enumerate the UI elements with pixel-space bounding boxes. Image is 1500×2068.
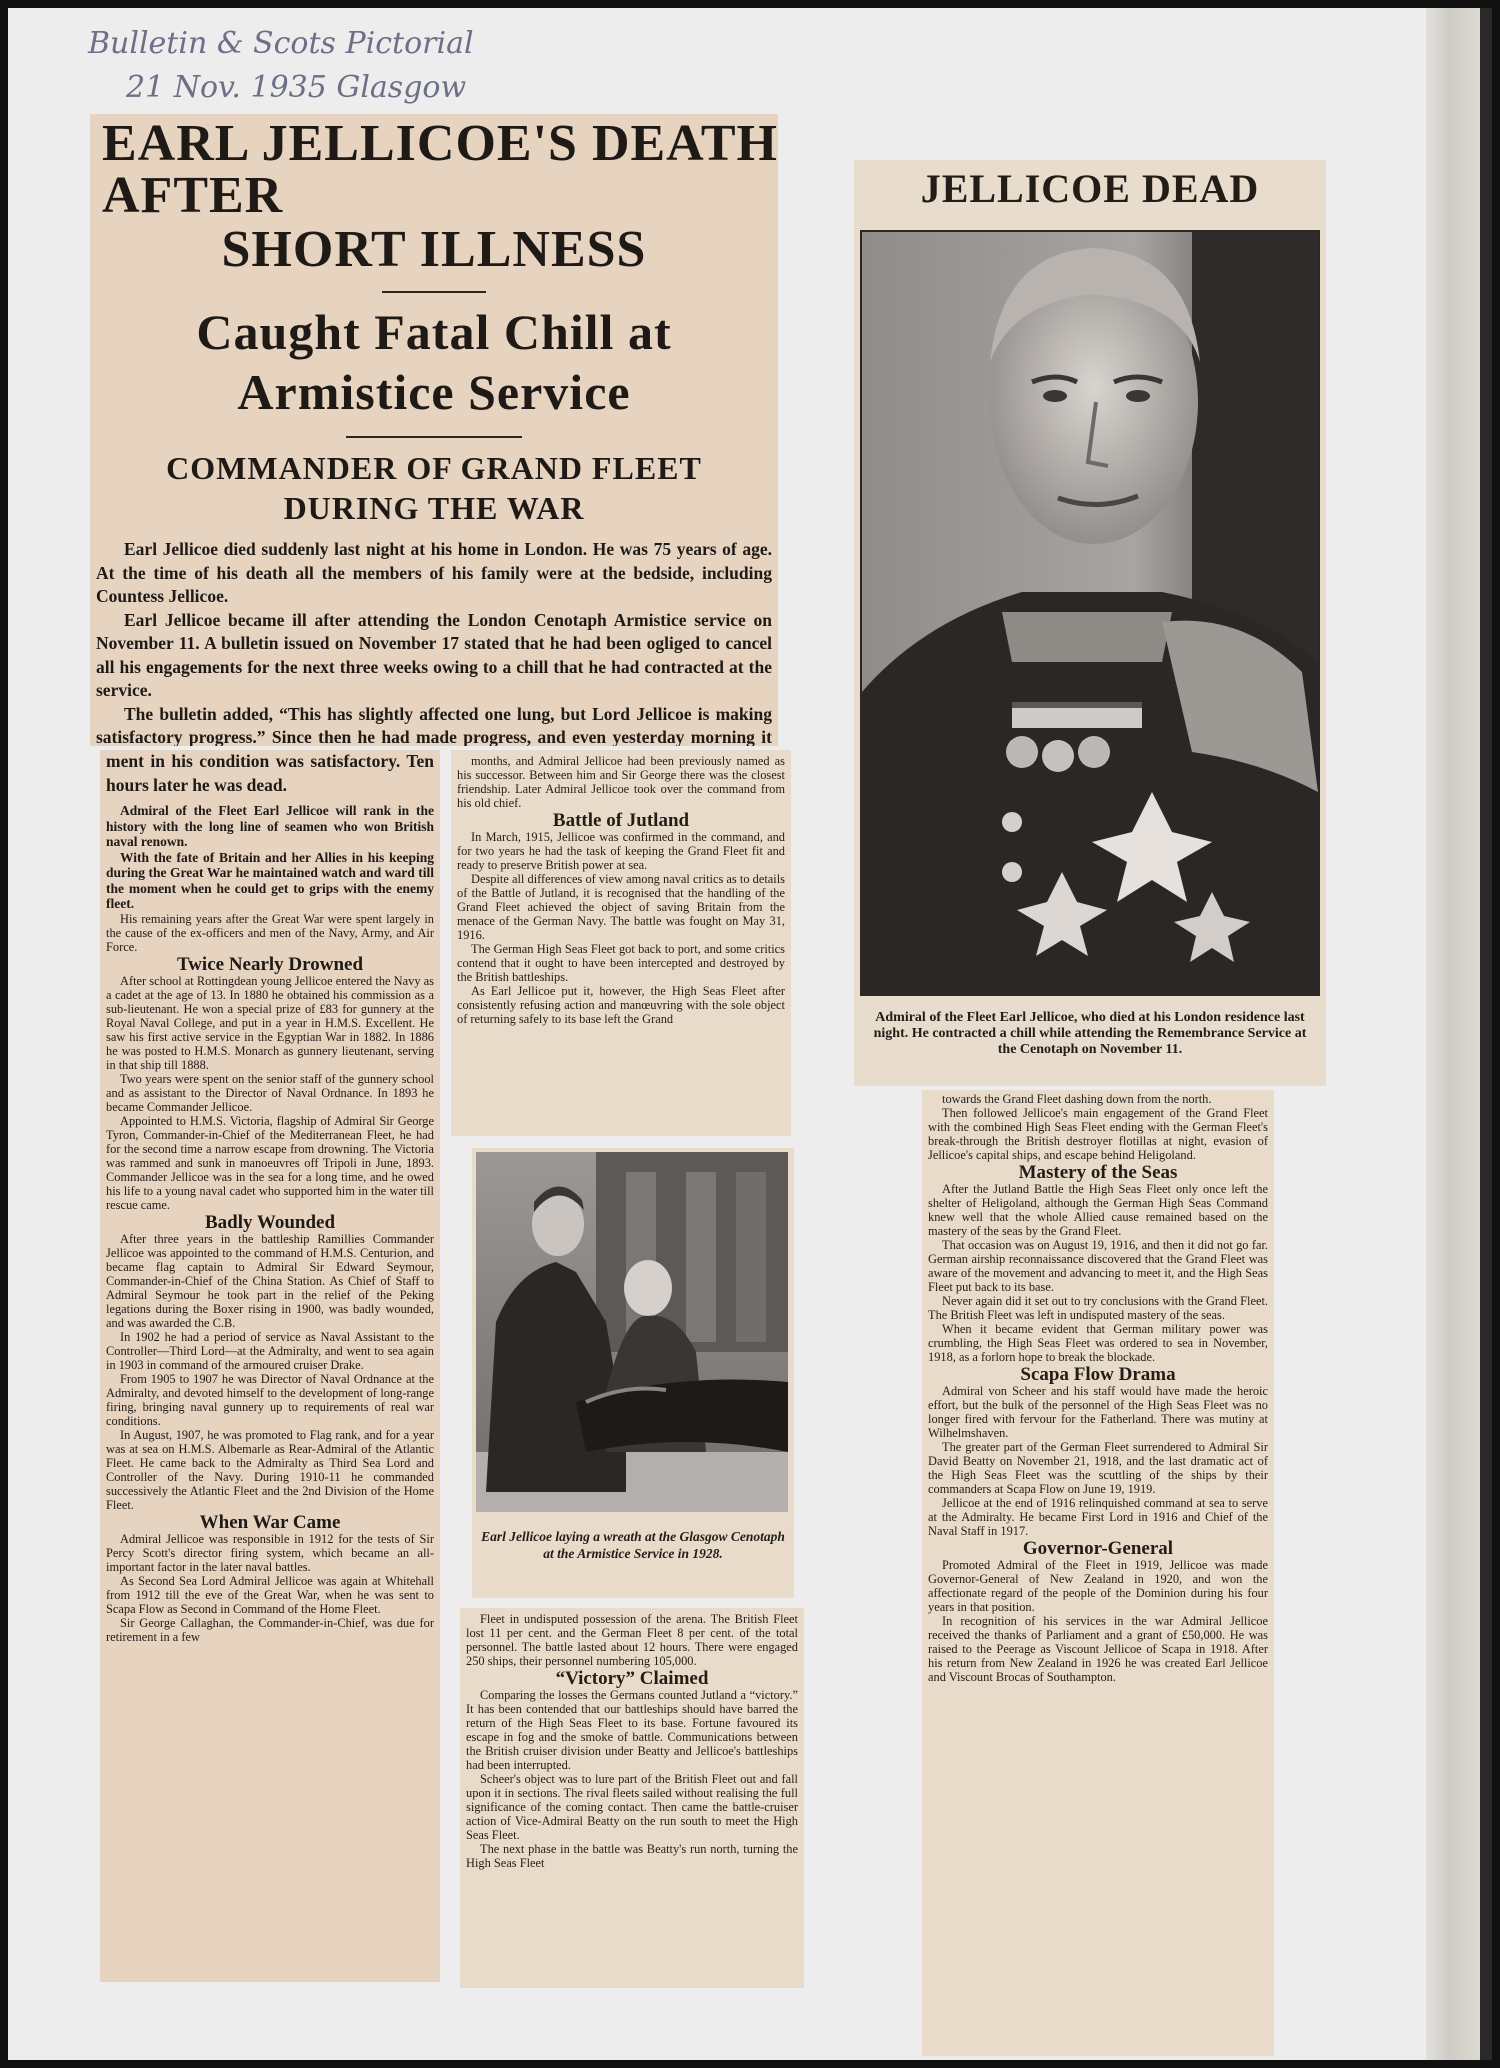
col1-paragraph: In August, 1907, he was promoted to Flag rank, and for a year was at sea on H.M.S. Albemarle as Rear-Admiral of the Atlantic Fleet. He came back to the Admiralty as Third Sea Lord and Controller of the Navy. During 1910-11 he commanded successively the Atlantic Fleet and the 2nd Division of the Home Fleet.	[106, 1427, 434, 1512]
col2-paragraph: Fleet in undisputed possession of the arena. The British Fleet lost 11 per cent. and the German Fleet 8 per cent. of the total personnel. The battle lasted about 12 hours. There were engaged 250 ships, their personnel numbering 105,000.	[466, 1612, 798, 1668]
subheading-victory-claimed: “Victory” Claimed	[555, 1668, 709, 1689]
col1-paragraph: Admiral of the Fleet Earl Jellicoe will rank in the history with the long line of seamen who won British naval renown.	[106, 803, 434, 849]
subdeck-line1: COMMANDER OF GRAND FLEET	[166, 450, 702, 486]
handwritten-date-note: 21 Nov. 1935 Glasgow	[126, 70, 467, 105]
lead-continuation: ment in his condition was satisfactory. Ten hours later he was dead.	[106, 751, 434, 795]
lead-paragraph-2: Earl Jellicoe became ill after attending the London Cenotaph Armistice service on November 11. A bulletin issued on November 17 stated that he had been ogliged to cancel all his engagements for the next three weeks owing to a chill that he had contracted at the service.	[96, 609, 772, 700]
album-binding	[1426, 8, 1484, 2060]
col1-paragraph: Admiral Jellicoe was responsible in 1912 for the tests of Sir Percy Scott's director firing system, which became an all-important factor in the later naval battles.	[106, 1531, 434, 1574]
col3-body	[928, 1092, 1268, 1684]
col3-paragraph: When it became evident that German military power was crumbling, the High Seas Fleet was ordered to sea in November, 1918, as a forlorn hope to break the blockade.	[928, 1322, 1268, 1364]
portrait-caption: Admiral of the Fleet Earl Jellicoe, who died at his London residence last night. He contracted a chill while attending the Remembrance Service at the Cenotaph on November 11.	[873, 1010, 1307, 1057]
col1-paragraph: As Second Sea Lord Admiral Jellicoe was again at Whitehall from 1912 till the eve of the Great War, when he was sent to Scapa Flow as Second in Command of the Home Fleet.	[106, 1573, 434, 1616]
wreath-photo	[476, 1152, 788, 1512]
col3-paragraph: That occasion was on August 19, 1916, and then it did not go far. German airship reconnaissance discovered that the Grand Fleet was aware of the movement and advancing to meet it, and the High Seas Fleet put back to its base.	[928, 1238, 1268, 1294]
wreath-photo-caption: Earl Jellicoe laying a wreath at the Glasgow Cenotaph at the Armistice Service in 1928.	[481, 1529, 785, 1561]
lead-paragraph-1: Earl Jellicoe died suddenly last night at his home in London. He was 75 years of age. At the time of his death all the members of his family were at the bedside, including Countess Jellicoe.	[96, 539, 772, 606]
subheading-mastery-of-the-seas: Mastery of the Seas	[1018, 1162, 1178, 1183]
col1-intro	[106, 803, 434, 912]
deck-headline-line2: Armistice Service	[237, 364, 631, 420]
col1-paragraph: His remaining years after the Great War were spent largely in the cause of the ex-officers and men of the Navy, Army, and Air Force.	[106, 911, 434, 954]
handwritten-source-note: Bulletin & Scots Pictorial	[88, 26, 474, 61]
subheading-scapa-flow-drama: Scapa Flow Drama	[1020, 1364, 1176, 1385]
col2-bottom-body	[466, 1612, 798, 1870]
col3-paragraph: After the Jutland Battle the High Seas Fleet only once left the shelter of Heligoland, although the German High Seas Command knew well that the whole Allied cause remained based on the mastery of the seas by the Grand Fleet.	[928, 1182, 1268, 1238]
main-headline-line2: SHORT ILLNESS	[221, 221, 647, 278]
main-headline-line1: EARL JELLICOE'S DEATH AFTER	[102, 115, 778, 224]
col2-paragraph: In March, 1915, Jellicoe was confirmed in the command, and for two years he had the task of keeping the Grand Fleet fit and ready to preserve British power at sea.	[457, 830, 785, 872]
column-2-bottom-clipping	[460, 1608, 804, 1988]
col2-paragraph: Comparing the losses the Germans counted Jutland a “victory.” It has been contended that our battleships should have barred the return of the High Seas Fleet to its base. Fortune favoured its escape in fog and the smoke of battle. Communications between the British cruiser division under Beatty and Jellicoe's battleships had been interrupted.	[466, 1688, 798, 1772]
col1-paragraph: Appointed to H.M.S. Victoria, flagship of Admiral Sir George Tyron, Commander-in-Chief of the Mediterranean Fleet, he had for the second time a narrow escape from drowning. The Victoria was rammed and sunk in manoeuvres off Tripoli in June, 1893. Commander Jellicoe was in the sea for a long time, and he owed his life to a young naval cadet who supported him in the water till rescue came.	[106, 1113, 434, 1212]
subheading-governor-general: Governor-General	[1022, 1538, 1174, 1559]
album-edge	[1480, 8, 1492, 2060]
col1-paragraph: From 1905 to 1907 he was Director of Naval Ordnance at the Admiralty, and devoted himself to the development of long-range firing, bringing naval gunnery up to requirements of real war conditions.	[106, 1371, 434, 1428]
col1-body	[106, 912, 434, 1644]
col3-paragraph: Then followed Jellicoe's main engagement of the Grand Fleet with the combined High Seas Fleet ending with the German Fleet's break-through the British destroyer flotillas at night, evasion of Jellicoe's capital ships, and escape behind Heligoland.	[928, 1106, 1268, 1162]
headline-clipping	[90, 114, 778, 746]
subdeck-line2: DURING THE WAR	[283, 490, 585, 526]
col1-paragraph: In 1902 he had a period of service as Naval Assistant to the Controller—Third Lord—at the Admiralty, and went to sea again in 1903 in command of the armoured cruiser Drake.	[106, 1329, 434, 1372]
subheading-twice-nearly-drowned: Twice Nearly Drowned	[176, 953, 364, 975]
lead-paragraphs	[96, 538, 772, 746]
subheading-when-war-came: When War Came	[199, 1511, 341, 1533]
ornament-rule	[90, 284, 778, 300]
subheading-badly-wounded: Badly Wounded	[204, 1211, 336, 1233]
col1-paragraph: With the fate of Britain and her Allies in his keeping during the Great War he maintained watch and ward till the moment when he could get to grips with the enemy fleet.	[106, 849, 434, 911]
wreath-photo-clipping	[472, 1148, 794, 1598]
col2-top-body	[457, 754, 785, 1026]
col2-paragraph: months, and Admiral Jellicoe had been previously named as his successor. Between him and Sir George there was the closest friendship. Later Admiral Jellicoe took over the command from his old chief.	[457, 754, 785, 810]
col2-paragraph: As Earl Jellicoe put it, however, the High Seas Fleet after consistently refusing action and manœuvring with the sole object of returning safely to its base left the Grand	[457, 984, 785, 1026]
col3-paragraph: towards the Grand Fleet dashing down from the north.	[942, 1092, 1212, 1106]
col3-paragraph: Jellicoe at the end of 1916 relinquished command at sea to serve at the Admiralty. He became First Lord in 1916 and Chief of the Naval Staff in 1917.	[928, 1496, 1268, 1538]
column-2-top-clipping	[451, 750, 791, 1136]
portrait-heading: JELLICOE DEAD	[920, 166, 1260, 211]
scrapbook-page	[8, 8, 1492, 2060]
column-1-clipping	[100, 750, 440, 1982]
col3-paragraph: Never again did it set out to try conclusions with the Grand Fleet. The British Fleet was left in undisputed mastery of the seas.	[928, 1294, 1268, 1322]
col2-paragraph: The German High Seas Fleet got back to port, and some critics contend that it ought to have been intercepted and destroyed by the British battleships.	[457, 942, 785, 984]
col3-paragraph: The greater part of the German Fleet surrendered to Admiral Sir David Beatty on November 21, 1918, and the last dramatic act of the High Seas Fleet was the scuttling of the ships by their commanders at Scapa Flow on June 19, 1919.	[928, 1440, 1268, 1496]
lead-paragraph-3: The bulletin added, “This has slightly affected one lung, but Lord Jellicoe is making satisfactory progress.” Since then he had made progress, and even yesterday morning it	[96, 703, 772, 746]
deck-rule	[346, 436, 522, 438]
col1-paragraph: After school at Rottingdean young Jellicoe entered the Navy as a cadet at the age of 13. In 1880 he obtained his commission as a sub-lieutenant. He won a special prize of £83 for gunnery at the Royal Naval College, and put in a year in H.M.S. Excellent. He saw his first active service in the Egyptian War in 1882. In 1886 he was posted to H.M.S. Monarch as gunnery lieutenant, serving in that ship till 1888.	[106, 973, 434, 1072]
subheading-battle-of-jutland: Battle of Jutland	[552, 810, 690, 831]
deck-headline-line1: Caught Fatal Chill at	[196, 304, 672, 360]
col2-paragraph: Despite all differences of view among naval critics as to details of the Battle of Jutland, it is recognised that the handling of the Grand Fleet achieved the object of saving Britain from the menace of the German Navy. The battle was fought on May 31, 1916.	[457, 872, 785, 942]
col3-paragraph: Admiral von Scheer and his staff would have made the heroic effort, but the bulk of the personnel of the High Seas Fleet was no longer fired with fervour for the Fatherland. There was mutiny at Wilhelmshaven.	[928, 1384, 1268, 1440]
col1-paragraph: After three years in the battleship Ramillies Commander Jellicoe was appointed to the command of H.M.S. Centurion, and became flag captain to Admiral Sir Edward Seymour, Commander-in-Chief of the China Station. As Chief of Staff to Admiral Seymour he took part in the relief of the Peking legations during the Boxer rising in 1900, was badly wounded, and was awarded the C.B.	[106, 1231, 434, 1330]
portrait-clipping	[854, 160, 1326, 1086]
col1-paragraph: Two years were spent on the senior staff of the gunnery school and as assistant to the Director of Naval Ordnance. In 1893 he became Commander Jellicoe.	[106, 1071, 434, 1114]
column-3-clipping	[922, 1090, 1274, 2056]
col3-paragraph: In recognition of his services in the war Admiral Jellicoe received the thanks of Parliament and a grant of £50,000. He was raised to the Peerage as Viscount Jellicoe of Scapa in 1918. After his return from New Zealand in 1926 he was created Earl Jellicoe and Viscount Brocas of Southampton.	[928, 1614, 1268, 1684]
jellicoe-portrait	[860, 230, 1320, 996]
col3-paragraph: Promoted Admiral of the Fleet in 1919, Jellicoe was made Governor-General of New Zealand in 1920, and won the affectionate regard of the people of the Dominion during his four years in that position.	[928, 1558, 1268, 1614]
col1-paragraph: Sir George Callaghan, the Commander-in-Chief, was due for retirement in a few	[106, 1615, 434, 1644]
col2-paragraph: The next phase in the battle was Beatty's run north, turning the High Seas Fleet	[466, 1842, 798, 1870]
col2-paragraph: Scheer's object was to lure part of the British Fleet out and fall upon it in sections. The rival fleets sailed without realising the full significance of the coming contact. Then came the battle-cruiser action of Vice-Admiral Beatty on the run south to meet the High Seas Fleet.	[466, 1772, 798, 1842]
